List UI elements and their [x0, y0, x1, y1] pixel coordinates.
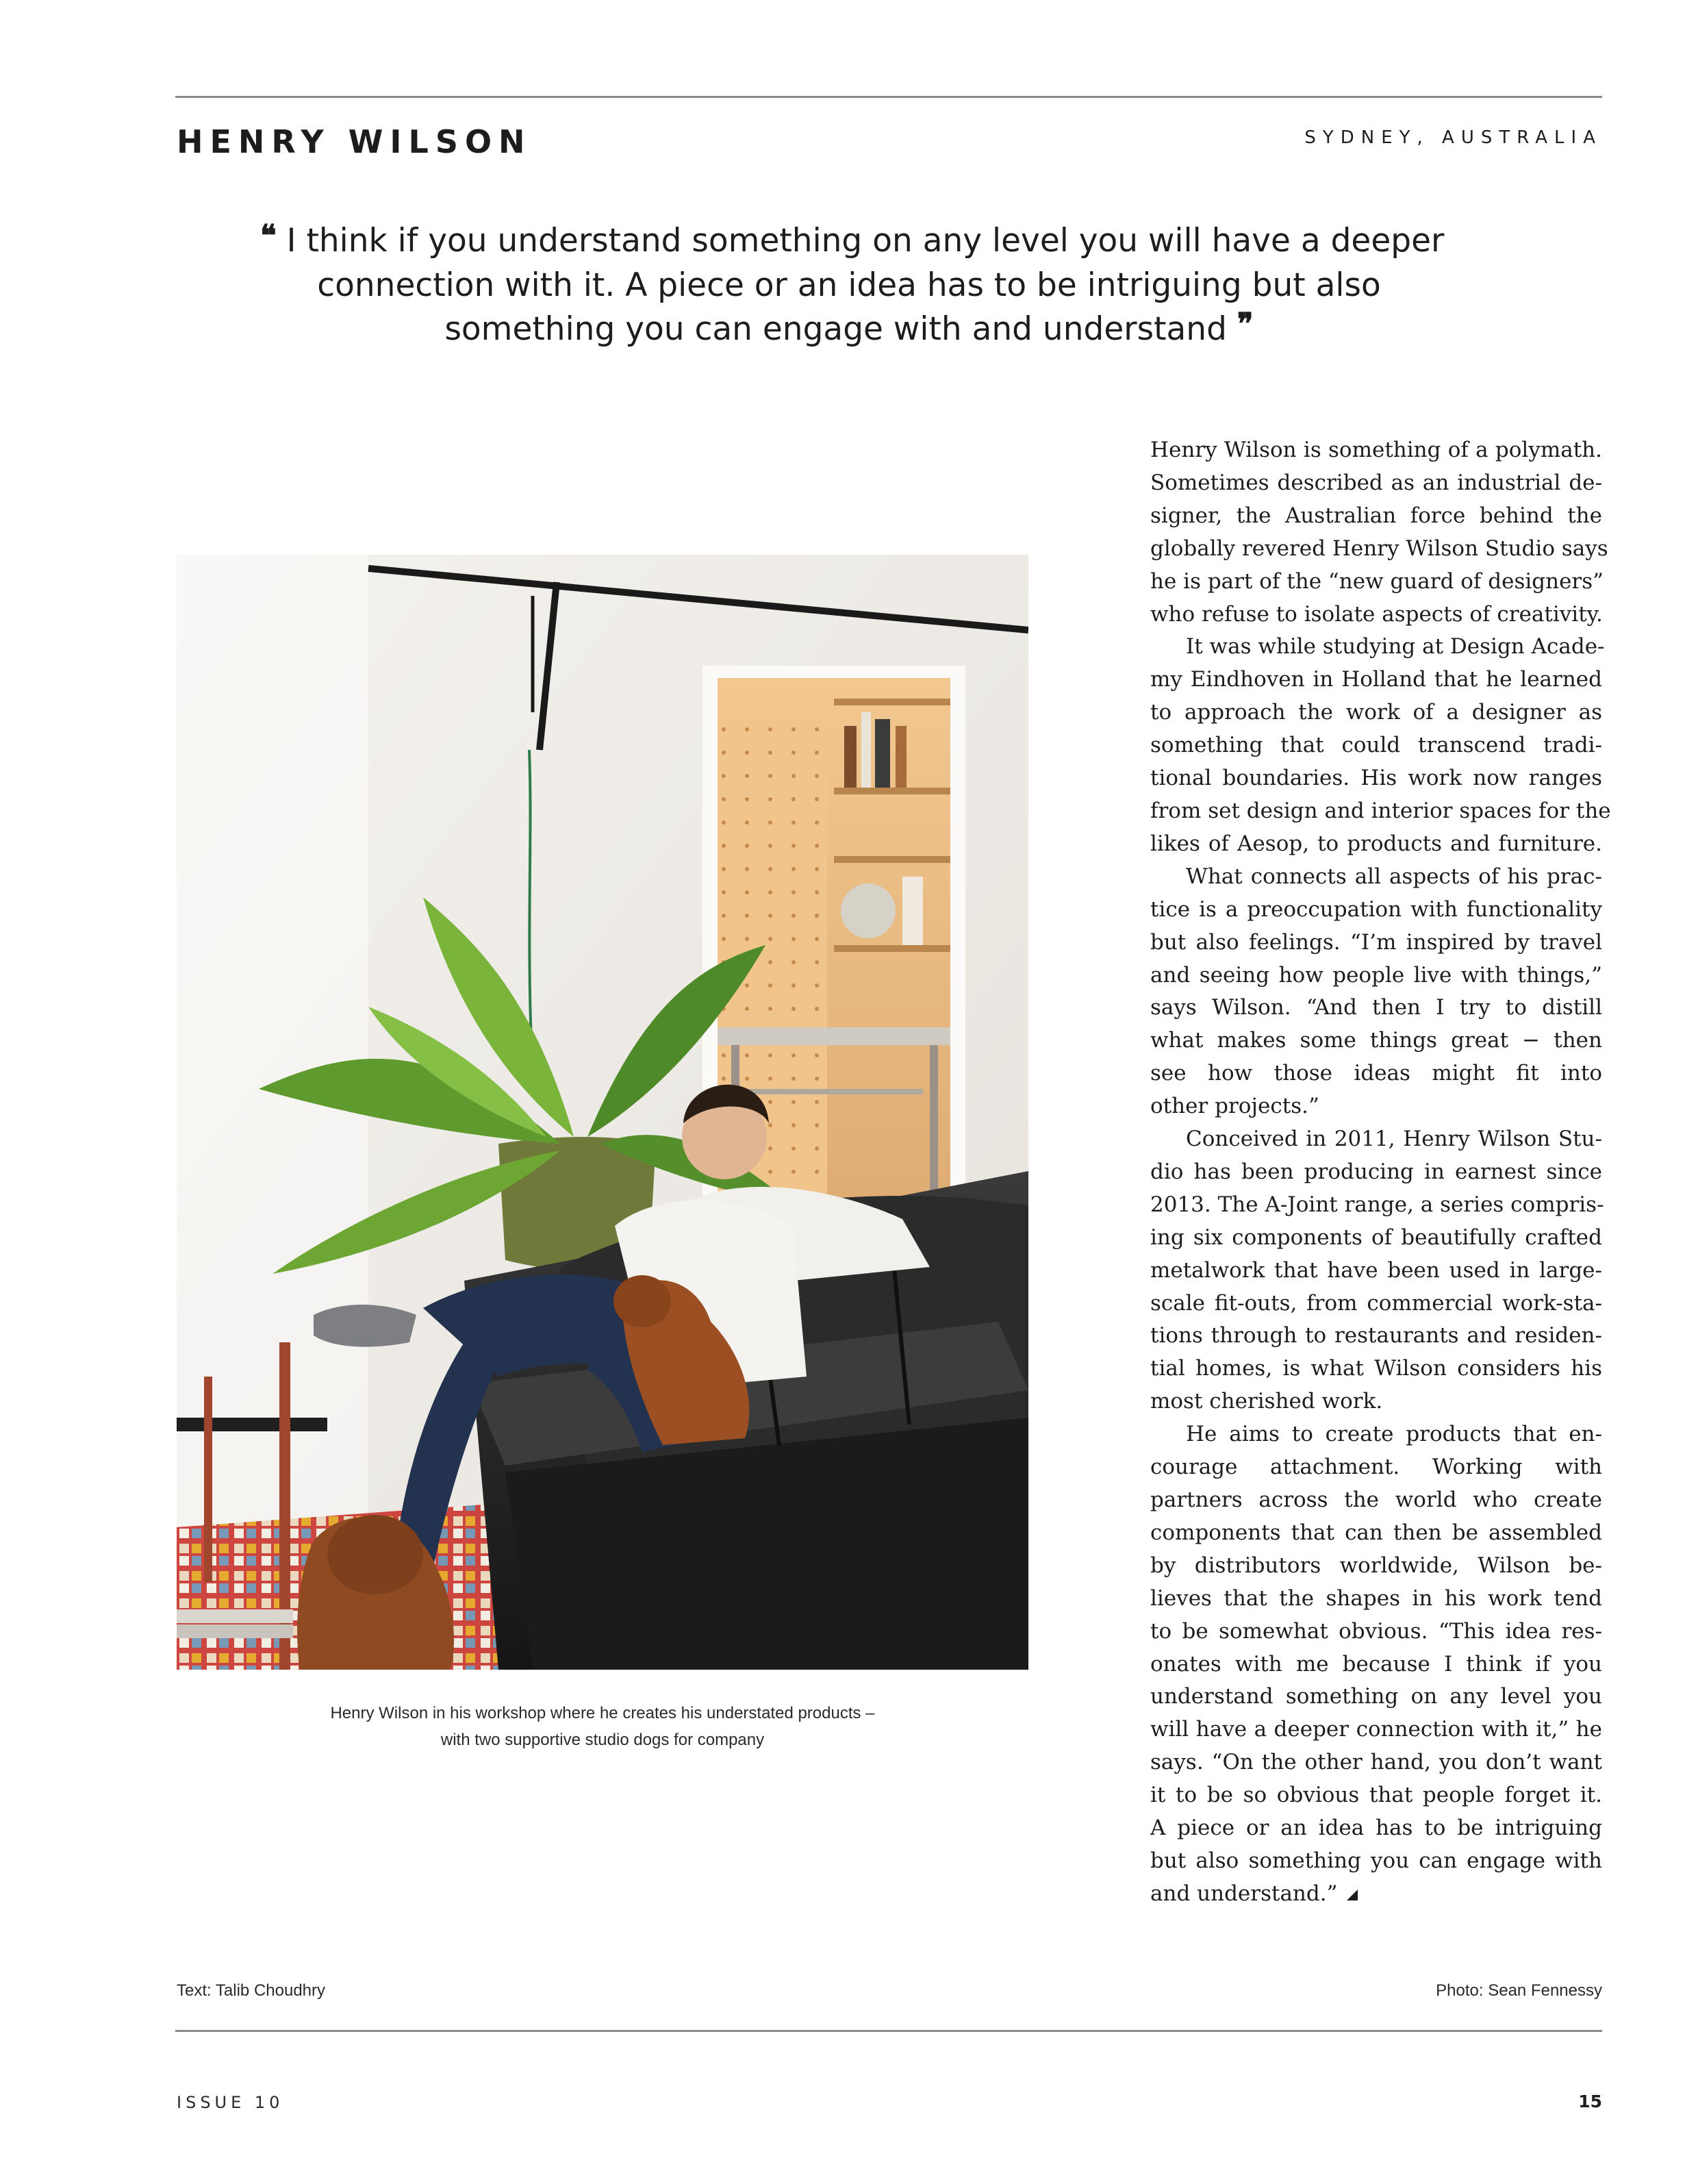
- article-line: components that can then be assembled: [1150, 1520, 1602, 1545]
- article-line: It was while studying at Design Acade-: [1186, 634, 1605, 660]
- article-line: scale fit-outs, from commercial work-sta-: [1150, 1290, 1602, 1316]
- article-line: globally revered Henry Wilson Studio says: [1150, 536, 1608, 561]
- close-quote-icon: ❞: [1237, 307, 1254, 342]
- top-rule: [175, 96, 1602, 98]
- pull-quote: [260, 218, 1445, 352]
- article-line: signer, the Australian force behind the: [1150, 503, 1602, 528]
- end-of-article-icon: [1347, 1890, 1358, 1900]
- article-line: but also feelings. “I’m inspired by travel: [1150, 929, 1602, 955]
- article-line: but also something you can engage with: [1150, 1848, 1602, 1873]
- article-line: 2013. The A-Joint range, a series compris-: [1150, 1192, 1604, 1217]
- photo-credit: Photo: Sean Fennessy: [1436, 1981, 1602, 2000]
- feature-photo: [177, 555, 1028, 1670]
- article-line: understand something on any level you: [1150, 1684, 1602, 1709]
- article-line: Henry Wilson is something of a polymath.: [1150, 438, 1602, 462]
- article-line: ing six components of beautifully crafted: [1150, 1225, 1602, 1250]
- caption-line: Henry Wilson in his workshop where he creates his understated products –: [330, 1704, 875, 1722]
- article-line: courage attachment. Working with: [1150, 1455, 1602, 1480]
- article-line: Sometimes described as an industrial de-: [1150, 470, 1602, 495]
- article-line: tional boundaries. His work now ranges: [1150, 766, 1602, 791]
- caption-line: with two supportive studio dogs for company: [440, 1731, 765, 1749]
- article-line: says Wilson. “And then I try to distill: [1150, 995, 1602, 1020]
- pull-quote-line: ❝ I think if you understand something on any level you will have a deeper: [260, 218, 1445, 260]
- photo-caption: [177, 1700, 1028, 1753]
- article-line: to approach the work of a designer as: [1150, 700, 1602, 725]
- article-body: [1150, 434, 1611, 1911]
- article-line: tice is a preoccupation with functionality: [1150, 896, 1602, 922]
- article-line: most cherished work.: [1150, 1389, 1383, 1414]
- bottom-rule: [175, 2030, 1602, 2032]
- text-credit: Text: Talib Choudhry: [177, 1981, 326, 2000]
- article-line: what makes some things great − then: [1150, 1028, 1602, 1053]
- article-line: to be somewhat obvious. “This idea res-: [1150, 1618, 1602, 1644]
- article-line: and seeing how people live with things,”: [1150, 962, 1602, 988]
- article-line: lieves that the shapes in his work tend: [1150, 1585, 1602, 1611]
- article-line: it to be so obvious that people forget it.: [1150, 1783, 1602, 1808]
- article-line: and understand.”: [1150, 1878, 1602, 1911]
- page-number: 15: [1578, 2092, 1602, 2111]
- article-line: my Eindhoven in Holland that he learned: [1150, 667, 1602, 692]
- open-quote-icon: ❝: [260, 218, 277, 253]
- article-line: dio has been producing in earnest since: [1150, 1159, 1602, 1184]
- article-line: will have a deeper connection with it,” he: [1150, 1717, 1602, 1742]
- pull-quote-line: something you can engage with and understand ❞: [444, 307, 1254, 348]
- article-line: A piece or an idea has to be intriguing: [1150, 1816, 1602, 1841]
- feature-photo-illustration: [177, 555, 1028, 1670]
- article-line: who refuse to isolate aspects of creativity.: [1150, 601, 1603, 627]
- pull-quote-line: connection with it. A piece or an idea has to be intriguing but also: [317, 266, 1381, 304]
- profile-name: HENRY WILSON: [177, 123, 532, 160]
- article-line: onates with me because I think if you: [1150, 1651, 1602, 1677]
- article-line: partners across the world who create: [1150, 1488, 1602, 1512]
- article-line: tions through to restaurants and residen-: [1150, 1323, 1602, 1348]
- article-line: from set design and interior spaces for the: [1150, 798, 1611, 823]
- profile-location: SYDNEY, AUSTRALIA: [1304, 127, 1602, 148]
- article-line: see how those ideas might fit into: [1150, 1061, 1602, 1086]
- article-line: likes of Aesop, to products and furniture.: [1150, 831, 1602, 856]
- article-line: he is part of the “new guard of designers”: [1150, 568, 1604, 594]
- article-line: says. “On the other hand, you don’t want: [1150, 1750, 1602, 1775]
- article-line: other projects.”: [1150, 1094, 1319, 1119]
- issue-label: ISSUE 10: [177, 2093, 284, 2112]
- article-line: metalwork that have been used in large-: [1150, 1257, 1602, 1283]
- article-line: something that could transcend tradi-: [1150, 733, 1602, 758]
- article-line: What connects all aspects of his prac-: [1186, 864, 1602, 889]
- article-line: by distributors worldwide, Wilson be-: [1150, 1553, 1602, 1578]
- article-line: He aims to create products that en-: [1186, 1422, 1602, 1447]
- article-line: Conceived in 2011, Henry Wilson Stu-: [1186, 1127, 1602, 1152]
- article-line: tial homes, is what Wilson considers his: [1150, 1356, 1602, 1381]
